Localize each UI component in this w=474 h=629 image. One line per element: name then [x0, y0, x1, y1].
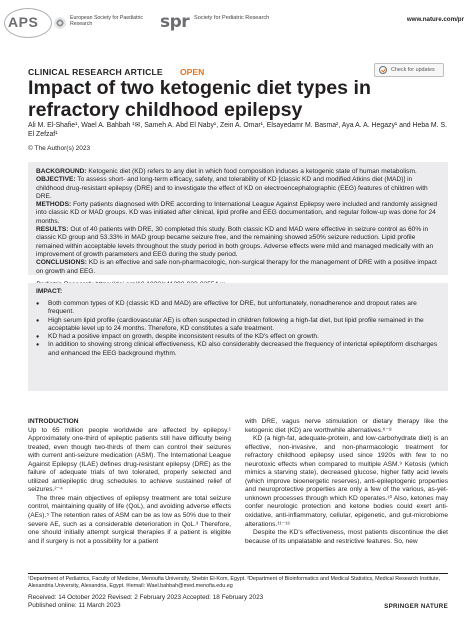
publication-dates [28, 594, 263, 611]
check-updates-label: Check for updates [391, 67, 435, 73]
journal-header [0, 0, 474, 44]
body-paragraph: The three main objectives of epilepsy treatment are total seizure control, maintaining quality of life (QoL), and avoiding adverse effects (AEs).⁵ The retention rates of ASM can be as low as 50% due to their severe AE, such as a considerable deterioration in QoL.³ Therefore, one should initially attempt surgical therapies if a patient is eligible and if surgery is not a possibility for a patient [28, 494, 231, 545]
body-column-right [245, 418, 448, 546]
impact-list [36, 300, 440, 358]
methods-text: Forty patients diagnosed with DRE according to International League Against Epilepsy were included and randomly assigned into classic KD or MAD groups. KD was initiated after clinical, lipid profile and EEG documentation, and regular follow-up was done for 24 months. [36, 201, 437, 225]
methods-label: METHODS: [36, 201, 72, 209]
article-type-label: CLINICAL RESEARCH ARTICLE [28, 67, 163, 77]
impact-title: IMPACT: [36, 288, 63, 295]
conclusions-label: CONCLUSIONS: [36, 259, 87, 267]
aps-logo [8, 14, 48, 36]
objective-text: To assess short- and long-term efficacy, safety, and tolerability of KD [classic KD and modified Atkins diet (MAD)] in childhood drug-resistant epilepsy (DRE) and to investigate the effect of KD on electroencephalographic (EEG) features of children with DRE. [36, 176, 428, 200]
abstract-background [36, 168, 440, 176]
affiliations-footnote: ¹Department of Pediatrics, Faculty of Medicine, Menoufia University, Shebin El-Kom, Egypt. ²Department of Bioinformatics and Medical Statistics, Medical Research Institute, Alexandria University, Alexandria, Egypt. ✉email: Wael.bahbah@med.menofia.edu.eg [28, 576, 441, 589]
abstract-methods [36, 201, 440, 226]
spr-logo-text: Society for Pediatric Research [194, 15, 270, 21]
impact-item: ● KD had a positive impact on growth, despite inconsistent results of the KD's effect on growth. [36, 333, 440, 341]
background-label: BACKGROUND: [36, 168, 87, 175]
impact-item: ● In addition to showing strong clinical effectiveness, KD also considerably decreased the frequency of interictal epileptiform discharges and enhanced the EEG background rhythm. [36, 341, 440, 358]
publisher-logo: SPRINGER NATURE [384, 603, 448, 610]
received-dates: Received: 14 October 2022 Revised: 2 February 2023 Accepted: 18 February 2023 [28, 594, 264, 601]
espr-logo-text: European Society for Paediatric Research [70, 15, 143, 27]
article-title: Impact of two ketogenic diet types in refractory childhood epilepsy [28, 77, 371, 121]
introduction-heading: INTRODUCTION [28, 418, 79, 425]
objective-label: OBJECTIVE: [36, 176, 76, 184]
author-list: Ali M. El-Shafie¹, Wael A. Bahbah ¹✉, Sameh A. Abd El Naby¹, Zein A. Omar¹, Elsayedamr M. Basma², Aya A. A. Hegazy¹ and Heba M. S. El Zefzaf¹ [28, 122, 447, 139]
footnote-divider [28, 573, 448, 574]
abstract-box [28, 162, 448, 275]
open-access-badge: OPEN [180, 67, 205, 77]
conclusions-text: KD is an effective and safe non-pharmacologic, non-surgical therapy for the management of DRE with a positive impact on growth and EEG. [36, 259, 437, 275]
impact-item: ● Both common types of KD (classic KD and MAD) are effective for DRE, but unfortunately, nonadherence and dropout rates are frequent. [36, 300, 440, 317]
espr-logo-icon [54, 17, 66, 29]
body-paragraph: Up to 65 million people worldwide are affected by epilepsy.¹ Approximately one-third of epileptic patients still have difficulty being treated, even though two-thirds of them can control their seizures with current anti-seizure medication (ASM). The International League Against Epilepsy (ILAE) defines drug-resistant epilepsy (DRE) as the failure of adequate trials of two tolerated, properly selected and utilized antiepileptic drug schedules to achieve sustained relief of seizures.²⁻⁴ [28, 426, 231, 494]
results-text: Out of 40 patients with DRE, 30 completed this study. Both classic KD and MAD were effective in seizure control as 60% in classic KD group and 53.33% in MAD group became seizure free, and the remaining showed ≥50% seizure reduction. Lipid profile remained within acceptable levels throughout the study period in both groups. Adverse effects were mild and managed medically with an improvement of growth parameters and EEG during the study period. [36, 226, 434, 258]
body-paragraph: with DRE, vagus nerve stimulation or dietary therapy like the ketogenic diet (KD) are worthwhile alternatives.⁶⁻⁸ [245, 418, 448, 434]
check-for-updates-button[interactable] [374, 63, 444, 77]
impact-box [28, 283, 448, 391]
aps-logo-text: APS [8, 14, 39, 30]
results-label: RESULTS: [36, 226, 69, 234]
background-text: Ketogenic diet (KD) refers to any diet in which food composition induces a ketogenic state of human metabolism. [88, 168, 417, 175]
copyright-notice: © The Author(s) 2023 [28, 145, 91, 152]
body-column-left [28, 418, 231, 546]
impact-item: ● High serum lipid profile (cardiovascular AE) is often suspected in children following a high-fat diet, but lipid profile remained in the acceptable level up to 24 months. Therefore, KD constitutes a safe treatment. [36, 317, 440, 334]
body-paragraph: Despite the KD's effectiveness, most patients discontinue the diet because of its unpalatable and restrictive features. So, new [245, 529, 448, 545]
journal-url-link[interactable]: www.nature.com/pr [406, 16, 464, 23]
abstract-results [36, 226, 440, 259]
published-date: Published online: 11 March 2023 [28, 602, 121, 610]
abstract-objective [36, 176, 440, 201]
abstract-conclusions [36, 259, 440, 276]
spr-logo: spr [160, 12, 190, 32]
check-updates-icon [379, 66, 387, 74]
body-paragraph: KD (a high-fat, adequate-protein, and low-carbohydrate diet) is an effective, non-invasive, and non-pharmacologic treatment for refractory childhood epilepsy used since 1920s with few to no neurotoxic effects when compared to multiple ASM.⁹ Ketosis (which mimics a starving state), decreased glucose, higher fatty acid levels (which improve bioenergetic reserves), anti-epileptogenic properties and neuroprotective properties are only a few of the various, as-yet-unknown processes through which KD operates.¹⁰ Also, ketones may confer neurologic protection and ketone bodies could exert anti-oxidative, anti-inflammatory, cellular, epigenetic, and gut-microbiome alterations.¹¹⁻¹³ [245, 435, 448, 528]
